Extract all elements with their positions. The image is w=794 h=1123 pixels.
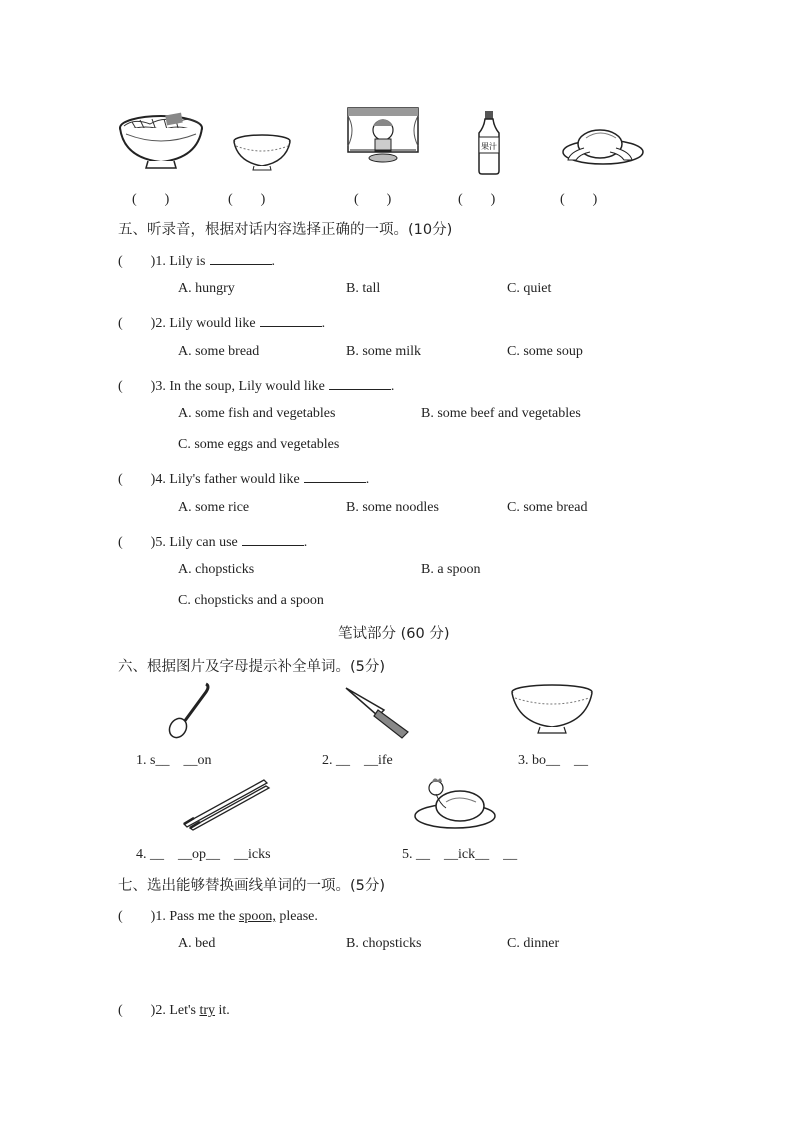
s5-q3-stem: ( )3. In the soup, Lily would like — [118, 379, 325, 394]
answer-blank[interactable] — [329, 377, 391, 390]
s5-q2: ( )2. Lily would like . — [118, 316, 326, 331]
section6-title: 六、根据图片及字母提示补全单词。(5分) — [118, 659, 386, 675]
s5-q5-option-a[interactable]: A. chopsticks — [178, 562, 255, 577]
s7-q1-underlined-word: spoon, — [238, 909, 276, 924]
s5-q4: ( )4. Lily's father would like . — [118, 472, 370, 487]
answer-bracket-5[interactable]: ( ) — [560, 192, 598, 207]
s5-q5-option-b[interactable]: B. a spoon — [421, 562, 481, 577]
s7-q1-option-b[interactable]: B. chopsticks — [346, 936, 422, 951]
s7-q1-option-a[interactable]: A. bed — [178, 936, 216, 951]
s7-q2-underlined-word: try — [199, 1003, 216, 1018]
answer-blank[interactable] — [260, 314, 322, 327]
answer-blank[interactable] — [304, 470, 366, 483]
s5-q4-option-a[interactable]: A. some rice — [178, 500, 250, 515]
spoon-icon — [166, 680, 212, 740]
s5-q1-option-c[interactable]: C. quiet — [507, 281, 552, 296]
s7-q2-pre: ( )2. Let's — [118, 1003, 200, 1018]
s7-q1-pre: ( )1. Pass me the — [118, 909, 239, 924]
s5-q3: ( )3. In the soup, Lily would like . — [118, 379, 395, 394]
answer-blank[interactable] — [242, 533, 304, 546]
s5-q2-stem: ( )2. Lily would like — [118, 316, 256, 331]
s5-q4-stem: ( )4. Lily's father would like — [118, 472, 300, 487]
answer-bracket-2[interactable]: ( ) — [228, 192, 266, 207]
s5-q2-option-b[interactable]: B. some milk — [346, 344, 422, 359]
s7-q1-post: please. — [275, 909, 318, 924]
s7-q1-option-c[interactable]: C. dinner — [507, 936, 560, 951]
s5-q5-stem: ( )5. Lily can use — [118, 535, 238, 550]
answer-blank[interactable] — [210, 252, 272, 265]
s5-q1-option-b[interactable]: B. tall — [346, 281, 381, 296]
boy-eating-icon — [346, 106, 420, 166]
s5-q3-option-b[interactable]: B. some beef and vegetables — [421, 406, 581, 421]
s5-q5: ( )5. Lily can use . — [118, 535, 308, 550]
section7-title: 七、选出能够替换画线单词的一项。(5分) — [118, 878, 386, 894]
s7-q2 — [118, 999, 230, 1019]
juice-label: 果汁 — [481, 142, 497, 151]
s7-q1 — [118, 905, 318, 925]
juice-bottle-icon — [476, 110, 502, 176]
knife-icon — [344, 686, 414, 738]
s6-item-1[interactable]: 1. s__ __on — [136, 753, 212, 768]
roast-chicken-icon — [412, 774, 498, 832]
s5-q1-option-a[interactable]: A. hungry — [178, 281, 235, 296]
s5-q4-option-c[interactable]: C. some bread — [507, 500, 588, 515]
s6-item-5[interactable]: 5. __ __ick__ __ — [402, 847, 518, 862]
noodles-bowl-icon — [118, 112, 204, 170]
s5-q3-option-a[interactable]: A. some fish and vegetables — [178, 406, 336, 421]
s6-item-2[interactable]: 2. __ __ife — [322, 753, 393, 768]
s5-q4-option-b[interactable]: B. some noodles — [346, 500, 439, 515]
s6-item-3[interactable]: 3. bo__ __ — [518, 753, 588, 768]
s5-q5-option-c[interactable]: C. chopsticks and a spoon — [178, 593, 324, 608]
s5-q2-option-a[interactable]: A. some bread — [178, 344, 260, 359]
section5-title: 五、听录音，根据对话内容选择正确的一项。(10分) — [118, 222, 453, 238]
s5-q3-option-c[interactable]: C. some eggs and vegetables — [178, 437, 340, 452]
answer-bracket-3[interactable]: ( ) — [354, 192, 392, 207]
s5-q1-stem: ( )1. Lily is — [118, 254, 206, 269]
bowl-icon — [510, 684, 594, 736]
answer-bracket-1[interactable]: ( ) — [132, 192, 170, 207]
s7-q2-post: it. — [215, 1003, 230, 1018]
answer-bracket-4[interactable]: ( ) — [458, 192, 496, 207]
written-part-title: 笔试部分 (60 分) — [338, 626, 450, 642]
roast-chicken-icon — [560, 120, 646, 168]
s5-q2-option-c[interactable]: C. some soup — [507, 344, 583, 359]
s6-item-4[interactable]: 4. __ __op__ __icks — [136, 847, 271, 862]
chopsticks-icon — [182, 778, 268, 830]
bowl-icon — [232, 134, 292, 172]
s5-q1: ( )1. Lily is . — [118, 254, 275, 269]
